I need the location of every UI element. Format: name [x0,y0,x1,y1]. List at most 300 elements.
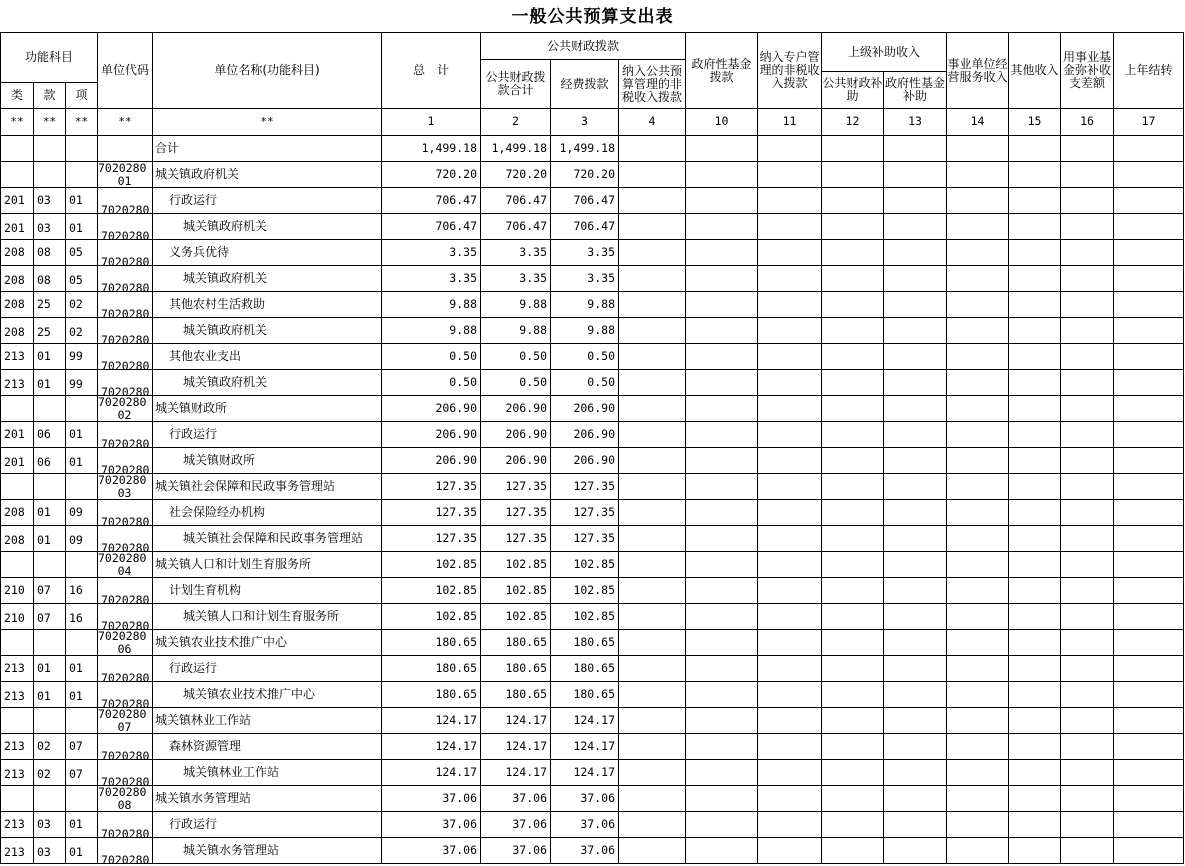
cell-kuan: 01 [37,506,51,519]
cell-lei [4,558,32,573]
cell-public-finance-total: 37.06 [512,844,547,857]
cell-funding: 206.90 [573,454,615,467]
cell-public-finance-total: 127.35 [505,532,547,545]
cell-total: 206.90 [435,454,477,467]
col-header-sup-public: 公共财政补助 [822,76,883,103]
grid-line [0,577,1184,578]
cell-funding: 37.06 [580,818,615,831]
cell-unit-name: 城关镇林业工作站 [155,714,252,727]
cell-xiang: 99 [69,378,83,391]
cell-unit-name: 城关镇水务管理站 [155,792,252,805]
cell-kuan: 02 [37,740,51,753]
cell-kuan: 08 [37,274,51,287]
cell-funding: 124.17 [573,766,615,779]
cell-funding: 1,499.18 [559,142,615,155]
cell-funding: 127.35 [573,506,615,519]
cell-kuan: 25 [37,326,51,339]
cell-total: 3.35 [449,272,477,285]
cell-public-finance-total: 124.17 [505,766,547,779]
cell-xiang: 01 [69,194,83,207]
grid-line [0,108,1184,109]
cell-unit-code: 7020280 [101,750,150,759]
cell-public-finance-total: 180.65 [505,636,547,649]
col-header-service-income: 事业单位经营服务收入 [947,56,1008,84]
cell-public-finance-total: 124.17 [505,714,547,727]
cell-unit-name: 城关镇财政所 [183,454,256,467]
cell-xiang [69,792,96,807]
index-number: 17 [1141,115,1156,128]
col-header-public-finance-total: 公共财政拨款合计 [485,70,546,97]
grid-line [0,239,1184,240]
index-number: 1 [427,115,435,128]
cell-unit-name: 城关镇农业技术推广中心 [183,688,316,701]
col-header-lei: 类 [10,88,23,102]
cell-funding: 706.47 [573,194,615,207]
cell-xiang [69,714,96,729]
cell-public-finance-total: 124.17 [505,740,547,753]
grid-line [0,629,1184,630]
cell-unit-code-suffix: 03 [117,487,132,499]
cell-unit-code: 7020280 [101,360,150,369]
cell-lei: 210 [4,612,25,625]
cell-unit-name: 城关镇政府机关 [183,324,268,337]
cell-unit-code-suffix: 04 [117,565,132,577]
cell-unit-code: 7020280 [101,594,150,603]
cell-public-finance-total: 127.35 [505,506,547,519]
index-number: 4 [648,115,656,128]
cell-kuan: 01 [37,662,51,675]
cell-xiang: 01 [69,690,83,703]
cell-kuan: 03 [37,818,51,831]
cell-unit-code: 7020280 [101,230,150,239]
cell-public-finance-total: 102.85 [505,584,547,597]
grid-line [0,395,1184,396]
grid-line [0,603,1184,604]
cell-xiang [69,402,96,417]
cell-lei: 208 [4,506,25,519]
col-header-public-finance: 公共财政拨款 [546,38,619,53]
cell-xiang: 05 [69,274,83,287]
col-header-xiang: 项 [75,88,88,102]
cell-unit-code: 7020280 [101,308,150,317]
cell-lei: 208 [4,274,25,287]
cell-total: 0.50 [449,376,477,389]
cell-kuan: 07 [37,584,51,597]
cell-lei: 201 [4,456,25,469]
cell-funding: 102.85 [573,558,615,571]
cell-kuan [37,636,64,651]
cell-total: 9.88 [449,324,477,337]
cell-lei: 208 [4,534,25,547]
cell-total: 102.85 [435,610,477,623]
cell-lei [4,168,32,183]
cell-kuan: 03 [37,194,51,207]
grid-line [685,32,686,863]
cell-funding: 0.50 [587,350,615,363]
cell-unit-name: 城关镇水务管理站 [183,844,280,857]
grid-line [1060,32,1061,863]
cell-kuan: 01 [37,378,51,391]
cell-public-finance-total: 102.85 [505,558,547,571]
grid-line [946,32,947,863]
cell-kuan: 01 [37,534,51,547]
cell-unit-name: 社会保险经办机构 [169,506,266,519]
index-number: 13 [908,115,922,128]
cell-xiang: 01 [69,818,83,831]
col-header-other-income: 其他收入 [1010,63,1059,77]
cell-funding: 180.65 [573,662,615,675]
cell-unit-code: 7020280 [101,386,150,395]
cell-total: 102.85 [435,584,477,597]
cell-unit-name: 城关镇政府机关 [183,220,268,233]
cell-funding: 3.35 [587,246,615,259]
cell-unit-name: 城关镇社会保障和民政事务管理站 [183,532,364,545]
cell-lei [4,402,32,417]
grid-line [1008,32,1009,863]
cell-kuan [37,480,64,495]
cell-unit-name: 城关镇林业工作站 [183,766,280,779]
cell-public-finance-total: 0.50 [519,376,547,389]
cell-total: 706.47 [435,220,477,233]
cell-total: 9.88 [449,298,477,311]
cell-xiang [69,558,96,573]
cell-public-finance-total: 0.50 [519,350,547,363]
cell-unit-name: 义务兵优待 [169,246,230,259]
cell-lei [4,714,32,729]
cell-xiang [69,636,96,651]
col-header-fund-gap: 用事业基金弥补收支差额 [1062,50,1111,90]
col-header-unit-name: 单位名称(功能科目) [214,63,320,77]
col-header-carryover: 上年结转 [1124,63,1173,77]
index-star: ** [260,115,274,128]
grid-line [0,473,1184,474]
cell-funding: 180.65 [573,636,615,649]
cell-xiang [69,480,96,495]
cell-unit-code-suffix: 07 [117,721,132,733]
cell-unit-code: 7020280 [98,162,147,175]
cell-lei: 213 [4,662,25,675]
grid-line [0,161,1184,162]
cell-unit-name: 行政运行 [169,194,218,207]
index-star: ** [42,115,57,128]
grid-line [883,71,884,863]
cell-total: 102.85 [435,558,477,571]
page-title: 一般公共预算支出表 [511,7,674,27]
cell-xiang: 01 [69,428,83,441]
cell-unit-code: 7020280 [101,776,150,785]
cell-lei: 213 [4,846,25,859]
col-header-sup-fund: 政府性基金补助 [884,76,945,103]
cell-lei: 208 [4,298,25,311]
grid-line [0,32,1,863]
cell-unit-name: 合计 [155,142,180,155]
grid-line [821,32,822,863]
cell-funding: 124.17 [573,740,615,753]
grid-line [0,499,1184,500]
grid-line [0,421,1184,422]
cell-xiang: 05 [69,246,83,259]
cell-unit-code: 7020280 [98,474,147,487]
cell-unit-code-suffix: 08 [117,799,132,811]
cell-public-finance-total: 102.85 [505,610,547,623]
index-number: 12 [845,115,860,128]
cell-unit-name: 城关镇人口和计划生育服务所 [183,610,340,623]
grid-line [0,135,1184,136]
cell-funding: 3.35 [587,272,615,285]
cell-unit-name: 城关镇人口和计划生育服务所 [155,558,312,571]
cell-funding: 206.90 [573,402,615,415]
col-header-gov-fund: 政府性基金拨款 [691,56,752,84]
cell-lei: 213 [4,690,25,703]
cell-public-finance-total: 706.47 [505,194,547,207]
cell-lei: 213 [4,740,25,753]
cell-total: 1,499.18 [421,142,477,155]
cell-unit-name: 城关镇财政所 [155,402,228,415]
cell-unit-code: 7020280 [101,256,150,265]
cell-unit-code-suffix: 01 [117,175,132,187]
grid-line [0,837,1184,838]
cell-unit-name: 行政运行 [169,662,218,675]
cell-total: 180.65 [435,636,477,649]
index-number: 3 [581,115,588,128]
cell-lei: 213 [4,768,25,781]
grid-line [0,655,1184,656]
grid-line [0,785,1184,786]
index-star: ** [10,115,24,128]
cell-kuan: 03 [37,222,51,235]
cell-public-finance-total: 3.35 [519,246,547,259]
cell-total: 127.35 [435,506,477,519]
cell-public-finance-total: 720.20 [505,168,547,181]
cell-public-finance-total: 180.65 [505,688,547,701]
cell-funding: 180.65 [573,688,615,701]
col-header-funding: 经费拨款 [560,76,609,91]
col-header-total: 总 计 [412,63,449,77]
cell-unit-code: 7020280 [101,464,150,473]
cell-unit-name: 其他农业支出 [169,350,242,363]
cell-public-finance-total: 37.06 [512,818,547,831]
cell-lei: 213 [4,378,25,391]
cell-public-finance-total: 206.90 [505,428,547,441]
cell-lei: 208 [4,246,25,259]
cell-xiang: 16 [69,584,83,597]
cell-total: 124.17 [435,740,477,753]
cell-xiang [69,168,96,183]
cell-public-finance-total: 180.65 [505,662,547,675]
cell-funding: 124.17 [573,714,615,727]
cell-unit-code: 7020280 [98,708,147,721]
grid-line [0,863,1184,864]
cell-unit-code: 7020280 [101,438,150,447]
cell-kuan: 03 [37,846,51,859]
col-header-nontax: 纳入公共预算管理的非税收入拨款 [621,63,682,104]
cell-total: 124.17 [435,766,477,779]
cell-total: 127.35 [435,480,477,493]
cell-total: 706.47 [435,194,477,207]
cell-total: 37.06 [442,818,477,831]
cell-total: 127.35 [435,532,477,545]
cell-funding: 102.85 [573,610,615,623]
cell-lei: 208 [4,326,25,339]
grid-line [65,82,66,863]
cell-public-finance-total: 3.35 [519,272,547,285]
cell-total: 124.17 [435,714,477,727]
cell-unit-name: 城关镇政府机关 [155,168,240,181]
cell-total: 3.35 [449,246,477,259]
cell-unit-code-suffix: 02 [117,409,132,421]
cell-unit-code: 7020280 [101,854,150,863]
cell-funding: 206.90 [573,428,615,441]
grid-line [0,343,1184,344]
cell-lei [4,480,32,495]
cell-xiang: 07 [69,768,83,781]
cell-lei [4,142,32,157]
cell-lei: 213 [4,350,25,363]
cell-kuan: 25 [37,298,51,311]
cell-kuan: 01 [37,350,51,363]
cell-unit-code: 7020280 [101,542,150,551]
cell-xiang: 16 [69,612,83,625]
cell-public-finance-total: 9.88 [519,324,547,337]
col-header-unit-code: 单位代码 [100,63,149,77]
grid-line [0,707,1184,708]
cell-funding: 127.35 [573,532,615,545]
col-header-func-subject: 功能科目 [24,50,73,64]
index-number: 14 [970,115,985,128]
col-header-superior-subsidy: 上级补助收入 [847,44,920,59]
cell-total: 37.06 [442,792,477,805]
cell-lei: 201 [4,222,25,235]
grid-line [0,759,1184,760]
cell-total: 720.20 [435,168,477,181]
cell-unit-code: 7020280 [101,204,150,213]
cell-xiang [69,142,96,157]
cell-unit-code-suffix: 06 [117,643,132,655]
cell-xiang: 99 [69,350,83,363]
cell-funding: 102.85 [573,584,615,597]
cell-kuan [37,402,64,417]
cell-total: 206.90 [435,428,477,441]
cell-unit-code: 7020280 [101,672,150,681]
cell-unit-code: 7020280 [101,698,150,707]
col-header-kuan: 款 [43,88,56,102]
index-star: ** [74,115,89,128]
cell-xiang: 02 [69,298,83,311]
cell-total: 0.50 [449,350,477,363]
index-number: 10 [714,115,729,128]
grid-line [757,32,758,863]
cell-unit-code: 7020280 [98,786,147,799]
grid-line [1183,32,1184,863]
cell-unit-code: 7020280 [101,282,150,291]
grid-line [0,291,1184,292]
cell-public-finance-total: 9.88 [519,298,547,311]
cell-public-finance-total: 1,499.18 [491,142,547,155]
cell-public-finance-total: 206.90 [505,402,547,415]
grid-line [33,82,34,863]
cell-funding: 37.06 [580,792,615,805]
cell-unit-code: 7020280 [101,334,150,343]
cell-xiang: 01 [69,456,83,469]
cell-unit-code: 7020280 [101,516,150,525]
index-number: 2 [512,115,519,128]
cell-kuan [37,558,64,573]
cell-lei: 210 [4,584,25,597]
index-number: 11 [782,115,797,128]
cell-unit-code: 7020280 [98,630,147,643]
cell-public-finance-total: 37.06 [512,792,547,805]
cell-unit-name: 计划生育机构 [169,584,242,597]
cell-lei [4,792,32,807]
grid-line [0,265,1184,266]
cell-unit-code: 7020280 [98,396,147,409]
cell-lei: 201 [4,194,25,207]
cell-kuan: 08 [37,246,51,259]
cell-kuan [37,714,64,729]
cell-funding: 706.47 [573,220,615,233]
cell-funding: 720.20 [573,168,615,181]
cell-total: 37.06 [442,844,477,857]
index-star: ** [118,115,132,128]
grid-line [97,32,98,863]
cell-unit-name: 行政运行 [169,818,218,831]
cell-public-finance-total: 706.47 [505,220,547,233]
cell-total: 180.65 [435,688,477,701]
index-number: 16 [1080,115,1094,128]
cell-kuan: 06 [37,428,51,441]
cell-kuan [37,792,64,807]
cell-unit-name: 城关镇政府机关 [183,272,268,285]
cell-unit-code: 7020280 [98,552,147,565]
cell-kuan: 02 [37,768,51,781]
cell-unit-code: 7020280 [101,620,150,629]
grid-line [0,811,1184,812]
cell-unit-code: 7020280 [101,828,150,837]
grid-line [1113,32,1114,863]
cell-funding: 9.88 [587,298,615,311]
cell-kuan [37,142,64,157]
cell-unit-name: 城关镇农业技术推广中心 [155,636,288,649]
cell-xiang: 01 [69,846,83,859]
col-header-special-nontax: 纳入专户管理的非税收入拨款 [759,50,820,90]
cell-lei: 201 [4,428,25,441]
cell-unit-name: 森林资源管理 [169,740,242,753]
grid-line [618,59,619,863]
grid-line [0,187,1184,188]
cell-funding: 9.88 [587,324,615,337]
cell-kuan [37,168,64,183]
cell-total: 206.90 [435,402,477,415]
cell-xiang: 07 [69,740,83,753]
index-number: 15 [1027,115,1042,128]
cell-kuan: 01 [37,690,51,703]
grid-line [0,447,1184,448]
grid-line [0,317,1184,318]
cell-kuan: 07 [37,612,51,625]
cell-xiang: 09 [69,534,83,547]
cell-kuan: 06 [37,456,51,469]
cell-total: 180.65 [435,662,477,675]
cell-xiang: 01 [69,222,83,235]
cell-funding: 127.35 [573,480,615,493]
cell-unit-name: 城关镇政府机关 [183,376,268,389]
cell-xiang: 01 [69,662,83,675]
cell-lei: 213 [4,818,25,831]
cell-unit-name: 行政运行 [169,428,218,441]
cell-funding: 37.06 [580,844,615,857]
grid-line [0,551,1184,552]
cell-lei [4,636,32,651]
